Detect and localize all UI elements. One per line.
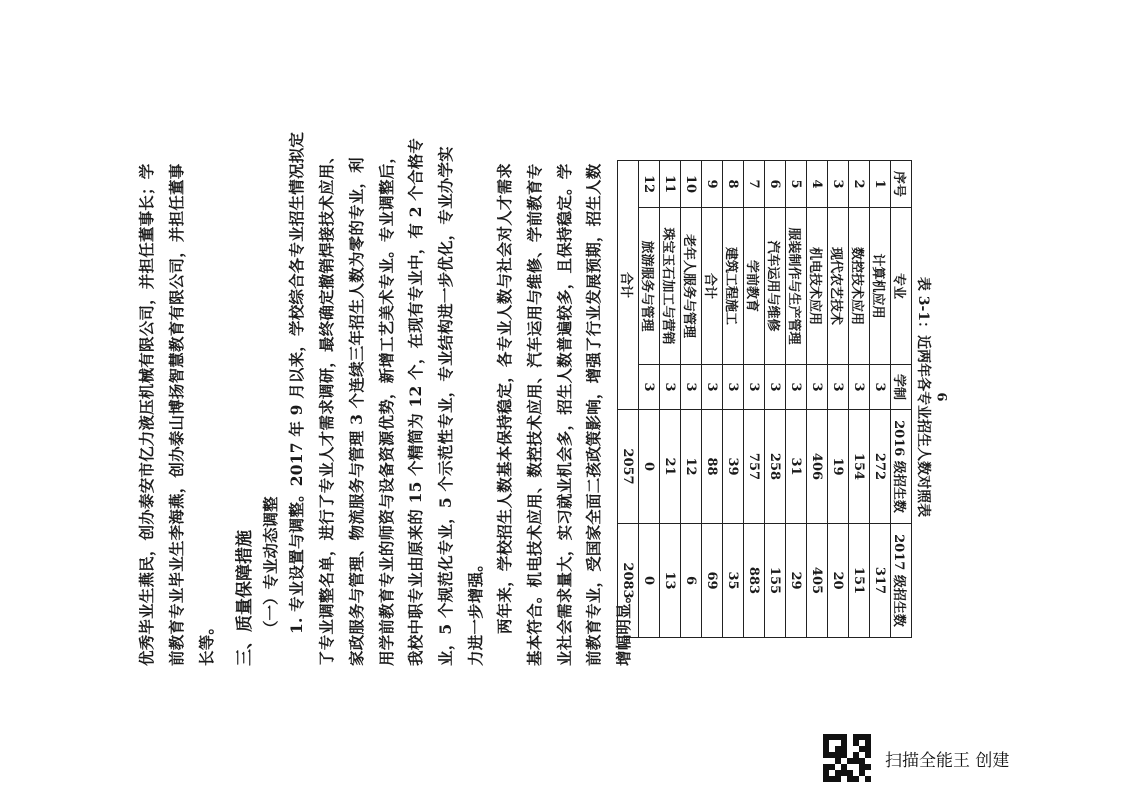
cell-duration: 3 [702, 365, 723, 410]
cell-2017: 13 [660, 524, 681, 638]
table-total-row [618, 161, 639, 638]
table-row [828, 161, 849, 638]
cell-duration: 3 [828, 365, 849, 410]
cell-major: 机电技术应用 [807, 208, 828, 365]
cell-2017: 0 [639, 524, 660, 638]
paragraph-line: 优秀毕业生燕民，创办泰安市亿力液压机械有限公司，并担任董事长；学 [137, 163, 156, 666]
paragraph-line: 长等。 [197, 618, 216, 666]
cell-2017: 151 [849, 524, 870, 638]
cell-2016: 31 [786, 410, 807, 524]
cell-total-2017: 2083 [618, 524, 639, 638]
cell-duration: 3 [870, 365, 891, 410]
watermark [823, 734, 1009, 782]
cell-2016: 272 [870, 410, 891, 524]
cell-2016: 757 [744, 410, 765, 524]
qr-code-icon [823, 734, 871, 782]
table-row [702, 161, 723, 638]
paragraph-line: 了专业调整名单，进行了专业人才需求调研，最终确定撤销焊接技术应用、 [317, 147, 336, 666]
enrollment-table [617, 160, 912, 638]
cell-2017: 35 [723, 524, 744, 638]
cell-duration: 3 [786, 365, 807, 410]
table-row [870, 161, 891, 638]
cell-major: 汽车运用与维修 [765, 208, 786, 365]
cell-major: 计算机应用 [870, 208, 891, 365]
cell-duration: 3 [723, 365, 744, 410]
cell-index: 12 [639, 161, 660, 208]
paragraph-line: 业，5 个规范化专业，5 个示范性专业，专业结构进一步优化，专业办学实 [436, 146, 455, 666]
cell-major: 建筑工程施工 [723, 208, 744, 365]
cell-total-label: 合计 [618, 161, 639, 410]
cell-duration: 3 [849, 365, 870, 410]
cell-index: 7 [744, 161, 765, 208]
table-row [681, 161, 702, 638]
cell-2017: 317 [870, 524, 891, 638]
table-row [744, 161, 765, 638]
subsection-heading: （一）专业动态调整 [261, 496, 280, 636]
cell-2016: 88 [702, 410, 723, 524]
cell-2016: 39 [723, 410, 744, 524]
cell-index: 2 [849, 161, 870, 208]
col-header-2017: 2017 级招生数 [891, 524, 912, 638]
table-header-row [891, 161, 912, 638]
watermark-text: 扫描全能王 创建 [885, 750, 1010, 771]
paragraph-line: 业社会需求量大，实习就业机会多，招生人数普遍较多，且保持稳定。学 [555, 163, 574, 666]
cell-index: 5 [786, 161, 807, 208]
cell-index: 10 [681, 161, 702, 208]
table-row [786, 161, 807, 638]
table-row [639, 161, 660, 638]
cell-index: 8 [723, 161, 744, 208]
table-row [723, 161, 744, 638]
cell-2016: 0 [639, 410, 660, 524]
cell-2016: 154 [849, 410, 870, 524]
cell-2016: 406 [807, 410, 828, 524]
paragraph-line: 家政服务与管理、物流服务与管理 3 个连续三年招生人数为零的专业，利 [347, 157, 366, 666]
cell-duration: 3 [744, 365, 765, 410]
cell-index: 11 [660, 161, 681, 208]
document-page [126, 108, 996, 686]
cell-2017: 883 [744, 524, 765, 638]
cell-major: 老年人服务与管理 [681, 208, 702, 365]
paragraph-line: 用学前教育专业的师资与设备资源优势，新增工艺美术专业。专业调整后， [377, 147, 396, 666]
cell-duration: 3 [807, 365, 828, 410]
cell-2016: 12 [681, 410, 702, 524]
page-number: 9 [936, 392, 951, 402]
table-caption: 表 3-1：近两年各专业招生人数对照表 [915, 276, 931, 518]
cell-2017: 6 [681, 524, 702, 638]
paragraph-line: 两年来，学校招生人数基本保持稳定，各专业人数与社会对人才需求 [495, 162, 514, 634]
table-row [849, 161, 870, 638]
cell-major: 合计 [702, 208, 723, 365]
col-header-duration: 学制 [891, 365, 912, 410]
paragraph-line: 基本符合。机电技术应用、数控技术应用、汽车运用与维修、学前教育专 [525, 163, 544, 666]
paragraph-line: 我校中职专业由原来的 15 个精简为 12 个，在现有专业中，有 2 个合格专 [406, 137, 425, 666]
section-heading: 三、质量保障措施 [235, 530, 255, 666]
cell-index: 3 [828, 161, 849, 208]
cell-2017: 29 [786, 524, 807, 638]
cell-major: 现代农艺技术 [828, 208, 849, 365]
table-row [660, 161, 681, 638]
col-header-2016: 2016 级招生数 [891, 410, 912, 524]
cell-duration: 3 [660, 365, 681, 410]
cell-2017: 20 [828, 524, 849, 638]
paragraph-line: 增幅明显。 [614, 587, 633, 666]
paragraph-line: 力进一步增强。 [466, 556, 485, 666]
paragraph-line: 前教育专业，受国家全面二孩政策影响，增强了行业发展预期，招生人数 [584, 163, 603, 666]
cell-2016: 258 [765, 410, 786, 524]
paragraph-line: 前教育专业毕业生李海燕，创办泰山博扬智慧教育有限公司，并担任董事 [167, 163, 186, 666]
cell-2017: 155 [765, 524, 786, 638]
cell-duration: 3 [765, 365, 786, 410]
cell-index: 4 [807, 161, 828, 208]
cell-duration: 3 [639, 365, 660, 410]
cell-major: 服装制作与生产管理 [786, 208, 807, 365]
col-header-index: 序号 [891, 161, 912, 208]
cell-index: 6 [765, 161, 786, 208]
table-row [765, 161, 786, 638]
table-row [807, 161, 828, 638]
cell-duration: 3 [681, 365, 702, 410]
cell-major: 数控技术应用 [849, 208, 870, 365]
cell-index: 1 [870, 161, 891, 208]
cell-2017: 69 [702, 524, 723, 638]
cell-major: 珠宝玉石加工与营销 [660, 208, 681, 365]
col-header-major: 专业 [891, 208, 912, 365]
paragraph-line: 1. 专业设置与调整。2017 年 9 月以来，学校综合各专业招生情况拟定 [287, 131, 306, 634]
cell-2016: 19 [828, 410, 849, 524]
cell-total-2016: 2057 [618, 410, 639, 524]
cell-major: 旅游服务与管理 [639, 208, 660, 365]
cell-major: 学前教育 [744, 208, 765, 365]
rotated-scan [126, 108, 996, 686]
cell-2017: 405 [807, 524, 828, 638]
cell-index: 9 [702, 161, 723, 208]
cell-2016: 21 [660, 410, 681, 524]
